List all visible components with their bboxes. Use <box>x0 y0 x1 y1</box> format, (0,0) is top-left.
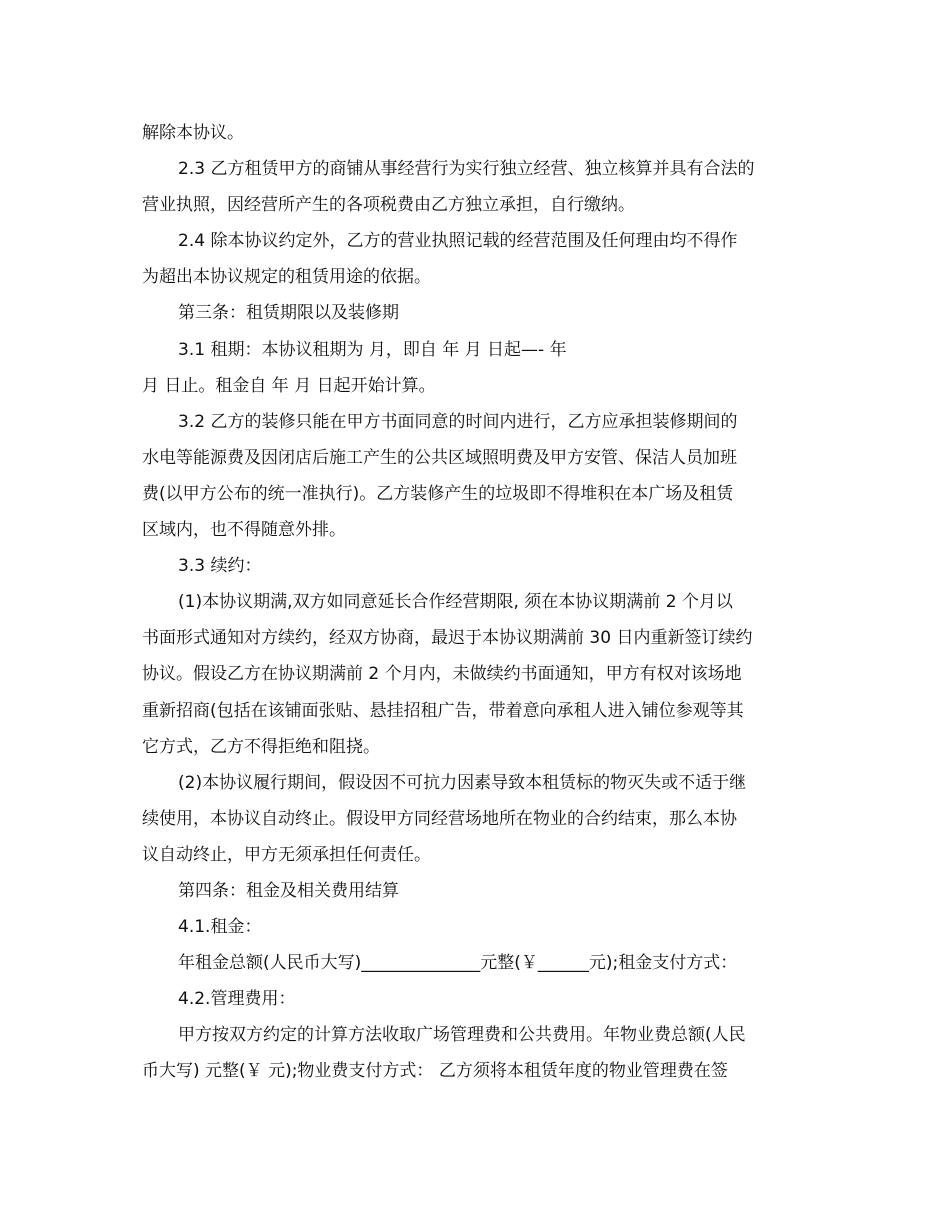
text-line: 2.4 除本协议约定外，乙方的营业执照记载的经营范围及任何理由均不得作 <box>178 231 738 252</box>
text-line: 水电等能源费及因闭店后施工产生的公共区域照明费及甲方安管、保洁人员加班 <box>142 447 737 468</box>
text-line: (1)本协议期满,双方如同意延长合作经营期限, 须在本协议期满前 2 个月以 <box>178 592 733 613</box>
text-line: 3.3 续约： <box>178 556 262 577</box>
text-line: 书面形式通知对方续约，经双方协商，最迟于本协议期满前 30 日内重新签订续约 <box>142 628 753 649</box>
text-line: 3.1 租期：本协议租期为 月，即自 年 月 日起—- 年 <box>178 339 567 360</box>
text-line: 2.3 乙方租赁甲方的商铺从事经营行为实行独立经营、独立核算并具有合法的 <box>178 159 755 180</box>
text-line: 续使用，本协议自动终止。假设甲方同经营场地所在物业的合约结束，那么本协 <box>142 808 737 829</box>
text-line: 营业执照，因经营所产生的各项税费由乙方独立承担，自行缴纳。 <box>142 195 635 216</box>
text-line: 4.1.租金： <box>178 917 262 938</box>
text-line: 币大写) 元整(￥ 元);物业费支付方式： 乙方须将本租赁年度的物业管理费在签 <box>142 1061 728 1082</box>
text-line: 重新招商(包括在该铺面张贴、悬挂招租广告，带着意向承租人进入铺位参观等其 <box>142 700 744 721</box>
contract-text <box>142 115 822 1090</box>
text-line: 3.2 乙方的装修只能在甲方书面同意的时间内进行，乙方应承担装修期间的 <box>178 411 738 432</box>
text-line: 月 日止。租金自 年 月 日起开始计算。 <box>142 375 436 396</box>
section-heading: 第三条：租赁期限以及装修期 <box>178 303 399 324</box>
text-line: 协议。假设乙方在协议期满前 2 个月内，未做续约书面通知，甲方有权对该场地 <box>142 664 742 685</box>
text-line: (2)本协议履行期间，假设因不可抗力因素导致本租赁标的物灭失或不适于继 <box>178 772 747 793</box>
text-line: 议自动终止，甲方无须承担任何责任。 <box>142 844 431 865</box>
text-line: 区域内，也不得随意外排。 <box>142 520 346 541</box>
text-line: 年租金总额(人民币大写)______________元整(￥______元);租金支付方式： <box>178 953 738 974</box>
text-line: 4.2.管理费用： <box>178 989 296 1010</box>
text-line: 它方式，乙方不得拒绝和阻挠。 <box>142 736 380 757</box>
text-line: 为超出本协议规定的租赁用途的依据。 <box>142 267 431 288</box>
text-line: 解除本协议。 <box>142 123 244 143</box>
text-line: 费(以甲方公布的统一准执行)。乙方装修产生的垃圾即不得堆积在本广场及租赁 <box>142 483 734 504</box>
section-heading: 第四条：租金及相关费用结算 <box>178 880 399 901</box>
text-line: 甲方按双方约定的计算方法收取广场管理费和公共费用。年物业费总额(人民 <box>178 1025 746 1046</box>
